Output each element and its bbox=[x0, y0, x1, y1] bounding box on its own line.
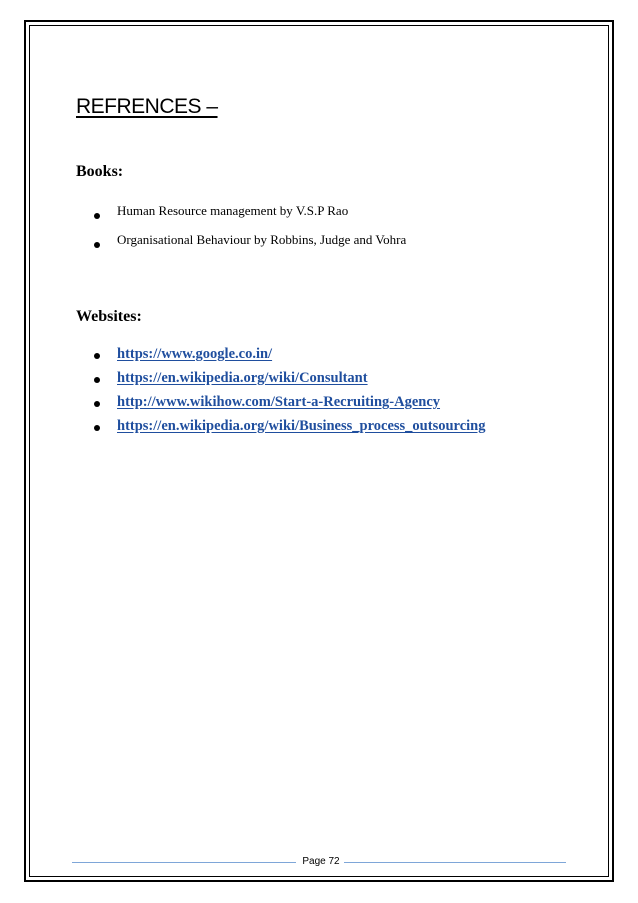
list-item bbox=[94, 201, 406, 230]
website-link-wikihow[interactable]: http://www.wikihow.com/Start-a-Recruiting-Agency bbox=[117, 394, 441, 410]
books-list bbox=[94, 201, 406, 259]
page-border bbox=[24, 20, 614, 882]
website-link-google[interactable]: https://www.google.co.in/ bbox=[117, 346, 273, 362]
bullet-icon bbox=[94, 213, 100, 219]
website-link-wikipedia-consultant[interactable]: https://en.wikipedia.org/wiki/Consultant bbox=[117, 370, 368, 386]
list-item bbox=[94, 230, 406, 259]
bullet-icon bbox=[94, 377, 100, 383]
list-item bbox=[94, 416, 485, 440]
page-number: Page 72 bbox=[302, 856, 340, 867]
books-heading: Books: bbox=[76, 163, 124, 180]
website-link-wikipedia-bpo[interactable]: https://en.wikipedia.org/wiki/Business_process_outsourcing bbox=[117, 418, 486, 434]
bullet-icon bbox=[94, 242, 100, 248]
bullet-icon bbox=[94, 425, 100, 431]
book-entry: Human Resource management by V.S.P Rao bbox=[117, 203, 349, 218]
bullet-icon bbox=[94, 401, 100, 407]
list-item bbox=[94, 344, 485, 368]
footer-rule-left bbox=[72, 862, 296, 863]
websites-list bbox=[94, 344, 485, 440]
list-item bbox=[94, 368, 485, 392]
book-entry: Organisational Behaviour by Robbins, Judge and Vohra bbox=[117, 232, 407, 247]
websites-heading: Websites: bbox=[76, 308, 142, 325]
bullet-icon bbox=[94, 353, 100, 359]
page-title: REFRENCES – bbox=[76, 95, 218, 118]
list-item bbox=[94, 392, 485, 416]
footer-rule-right bbox=[344, 862, 566, 863]
